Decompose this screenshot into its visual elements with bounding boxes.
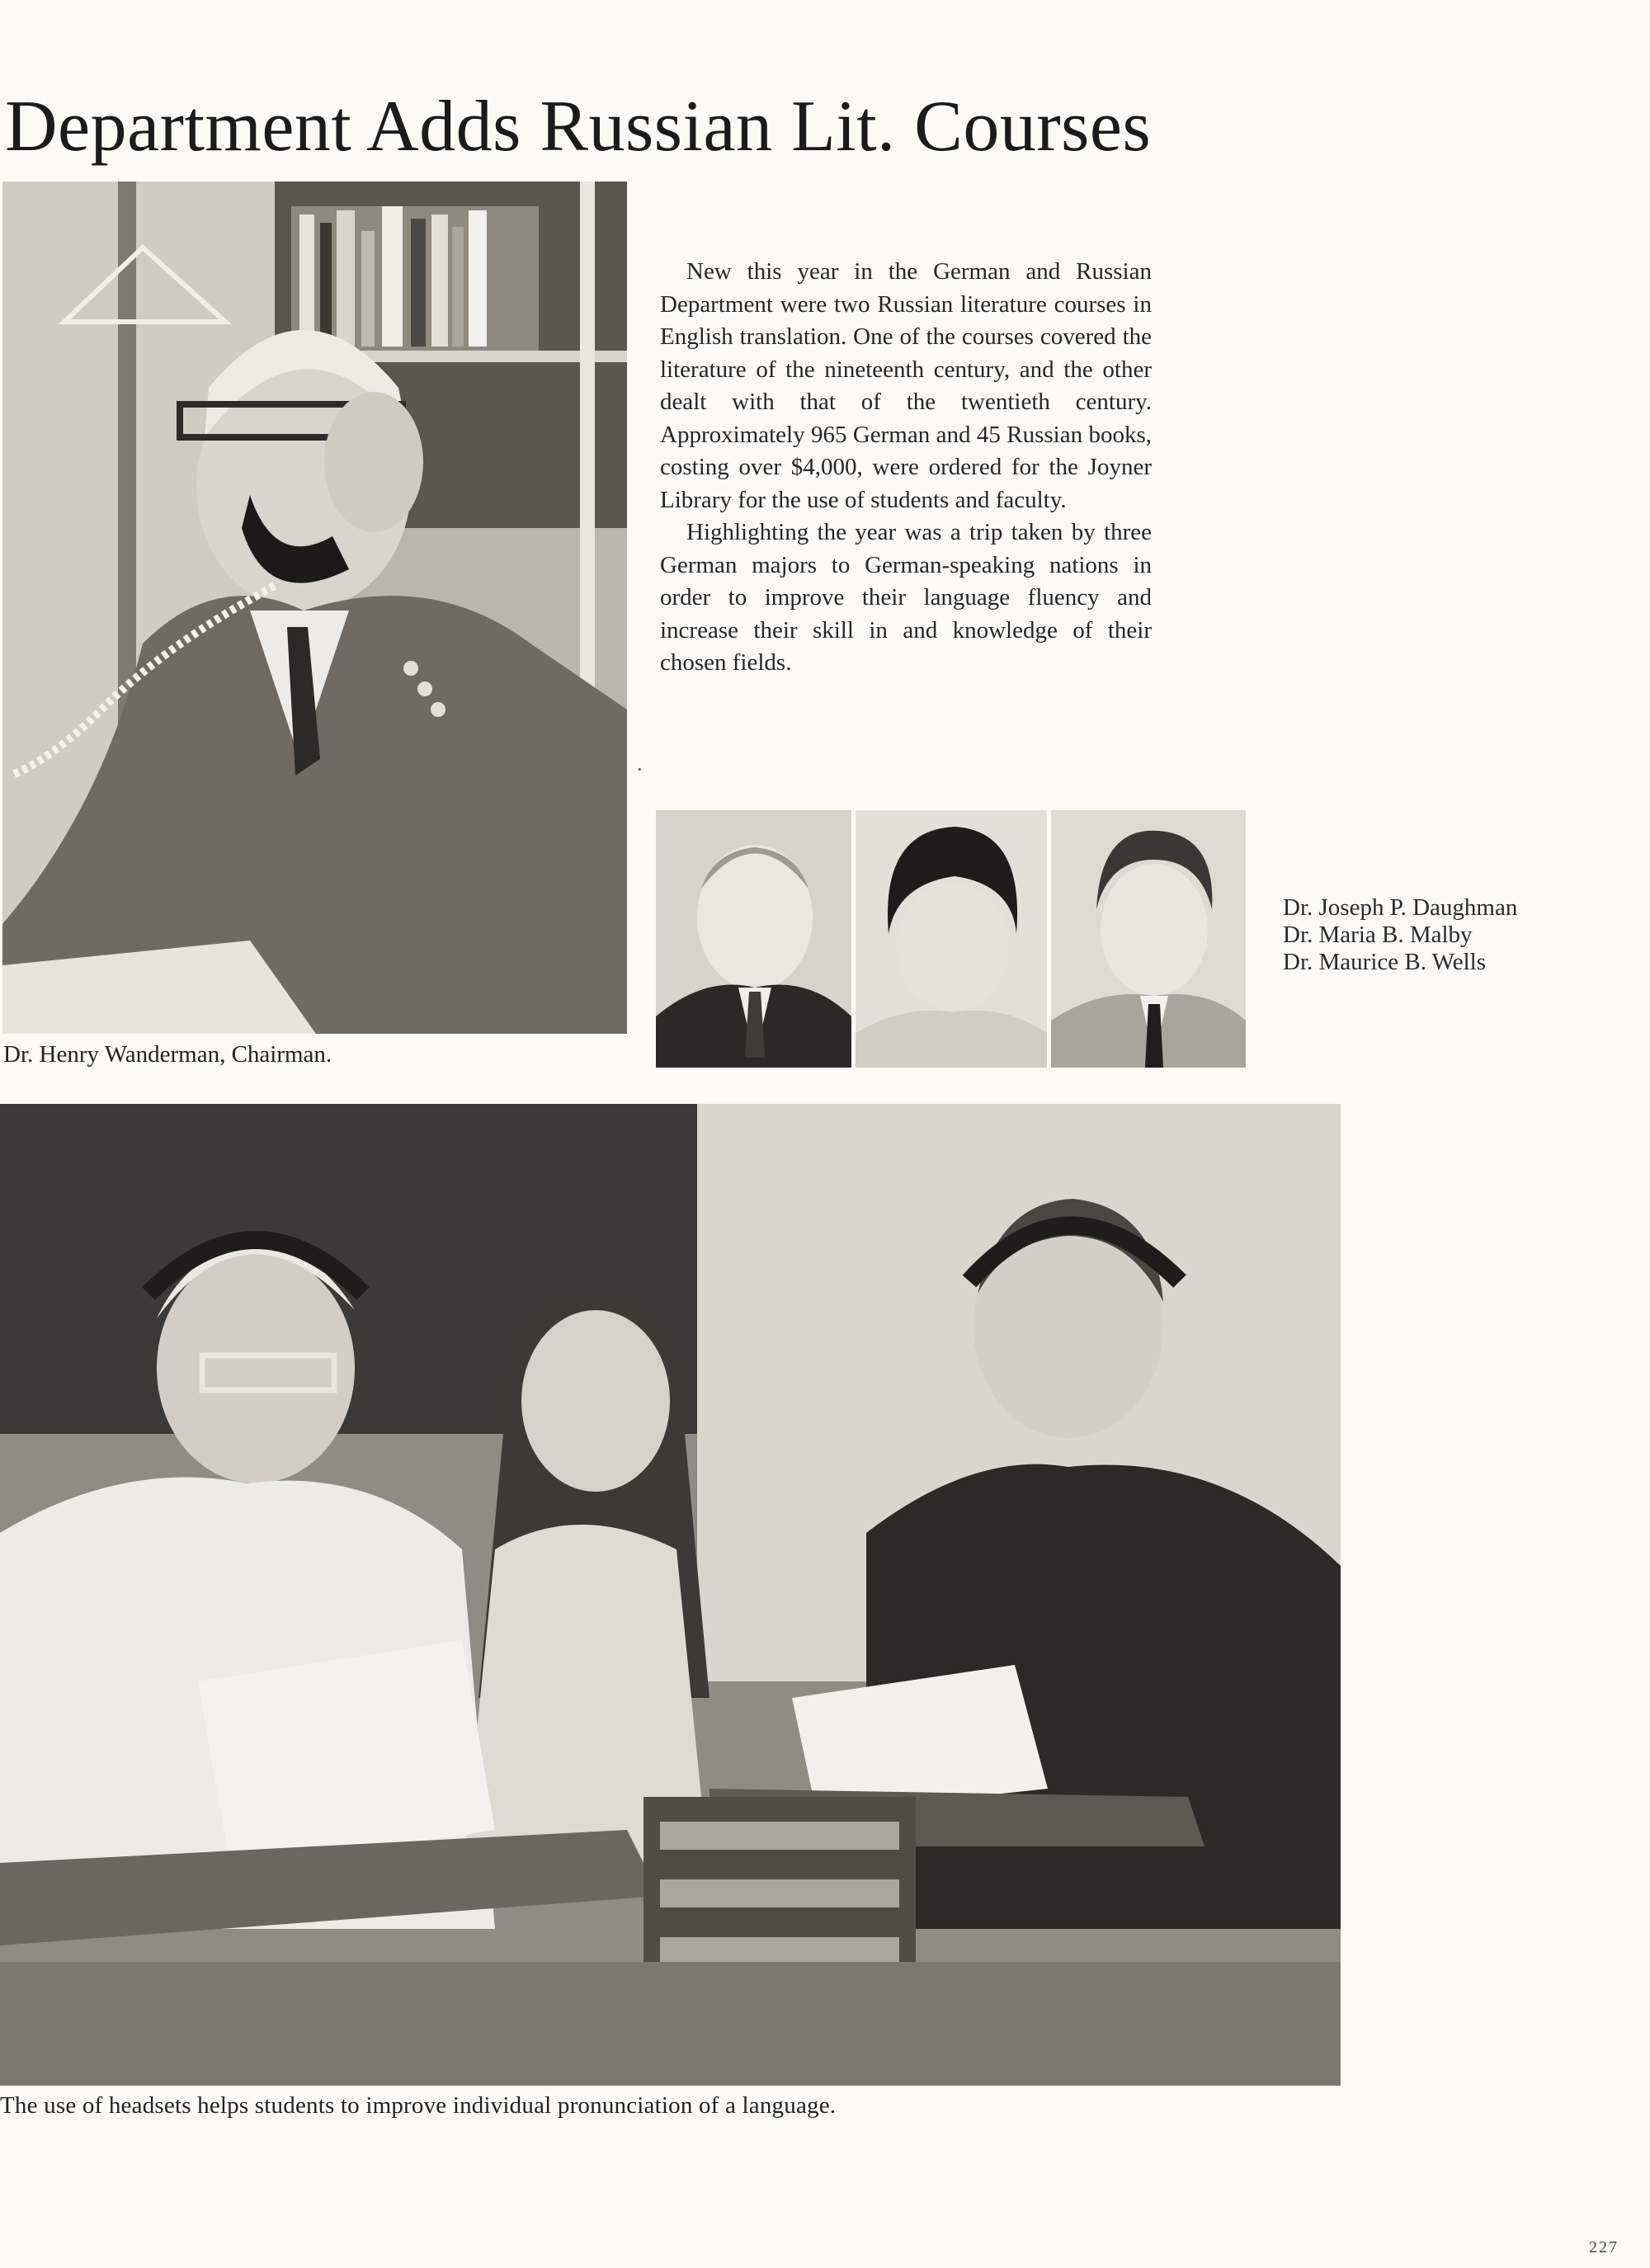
language-lab-photo (0, 1104, 1341, 2086)
faculty-portrait-malby (856, 810, 1047, 1068)
faculty-name: Dr. Maurice B. Wells (1283, 949, 1487, 975)
page-number: 227 (1589, 2238, 1619, 2256)
chairman-caption: Dr. Henry Wanderman, Chairman. (3, 1041, 332, 1068)
faculty-portrait-daughman (656, 810, 851, 1068)
article-paragraph: New this year in the German and Russian Department were two Russian literature courses in English translation. One of the courses covered the literature of the nineteenth century, and the other dealt with that of the twentieth century. Approximately 965 German and 45 Russian books, costing over $4,000, were ordered for the Joyner Library for the use of students and faculty. (660, 258, 1152, 513)
stray-mark: · (636, 757, 644, 781)
faculty-name: Dr. Joseph P. Daughman (1283, 894, 1518, 921)
chairman-photo (2, 182, 627, 1034)
faculty-portrait-wells (1051, 810, 1246, 1068)
faculty-name: Dr. Maria B. Malby (1283, 922, 1473, 948)
language-lab-caption: The use of headsets helps students to improve individual pronunciation of a language. (0, 2092, 837, 2119)
faculty-names (1283, 894, 1517, 976)
article-paragraph: Highlighting the year was a trip taken by three German majors to German-speaking nations in order to improve their language fluency and increase their skill in and knowledge of their chosen fields. (660, 519, 1152, 676)
article-body (660, 256, 1152, 680)
page-title: Department Adds Russian Lit. Courses (5, 87, 1152, 167)
